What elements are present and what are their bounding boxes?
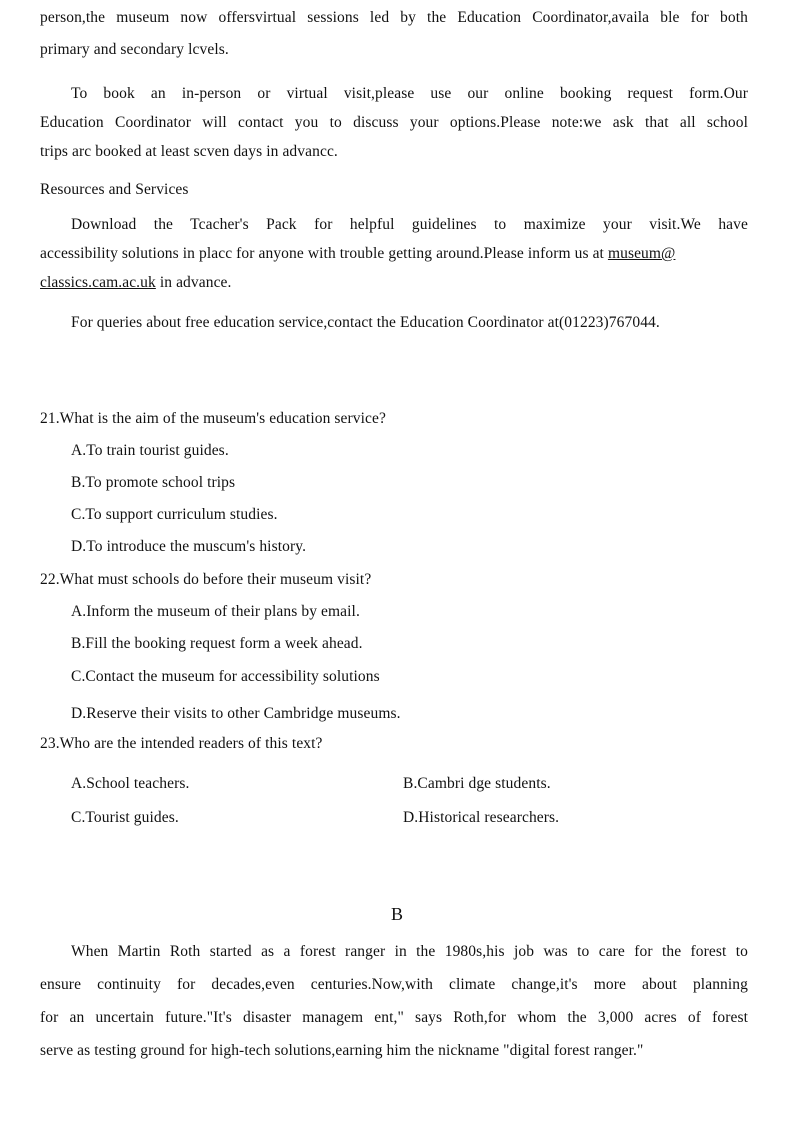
question-23-stem: 23.Who are the intended readers of this text? bbox=[40, 735, 323, 752]
passage-b-line1: When Martin Roth started as a forest ranger in the 1980s,his job was to care for the forest to bbox=[71, 943, 748, 960]
passage-a-p3-line2 bbox=[40, 245, 748, 263]
passage-a-p3-line2-text: accessibility solutions in placc for anyone with trouble getting around.Please inform us at bbox=[40, 245, 608, 262]
passage-a-p3-line3-text: in advance. bbox=[155, 274, 232, 291]
passage-a-p1-line2: primary and secondary lcvels. bbox=[40, 41, 229, 58]
question-21-option-d: D.To introduce the muscum's history. bbox=[71, 538, 307, 555]
passage-b-heading: B bbox=[390, 904, 403, 924]
passage-a-p4: For queries about free education service,contact the Education Coordinator at(01223)767044. bbox=[71, 314, 660, 331]
question-21-stem: 21.What is the aim of the museum's education service? bbox=[40, 410, 386, 427]
email-link-part1[interactable]: museum@ bbox=[607, 245, 676, 262]
question-22-option-c: C.Contact the museum for accessibility solutions bbox=[71, 668, 380, 685]
passage-a-p2-line1: To book an in-person or virtual visit,please use our online booking request form.Our bbox=[71, 85, 748, 102]
question-23-option-d: D.Historical researchers. bbox=[403, 809, 560, 826]
passage-b-line4: serve as testing ground for high-tech solutions,earning him the nickname "digital forest ranger." bbox=[40, 1042, 644, 1059]
passage-b-line2: ensure continuity for decades,even centuries.Now,with climate change,it's more about planning bbox=[40, 976, 748, 993]
email-link-part2[interactable]: classics.cam.ac.uk bbox=[40, 274, 156, 291]
question-23-option-a: A.School teachers. bbox=[71, 775, 190, 792]
question-22-option-d: D.Reserve their visits to other Cambridge museums. bbox=[71, 705, 401, 722]
question-21-option-a: A.To train tourist guides. bbox=[71, 442, 229, 459]
passage-a-p3-line3 bbox=[40, 274, 748, 292]
passage-a-p1-line1: person,the museum now offersvirtual sessions led by the Education Coordinator,availa ble for both bbox=[40, 9, 748, 26]
question-22-stem: 22.What must schools do before their museum visit? bbox=[40, 571, 372, 588]
question-22-option-b: B.Fill the booking request form a week ahead. bbox=[71, 635, 363, 652]
question-23-option-c: C.Tourist guides. bbox=[71, 809, 179, 826]
passage-a-p2-line3: trips arc booked at least scven days in advancc. bbox=[40, 143, 338, 160]
section-heading: Resources and Services bbox=[40, 181, 189, 198]
question-21-option-b: B.To promote school trips bbox=[71, 474, 236, 491]
question-21-option-c: C.To support curriculum studies. bbox=[71, 506, 278, 523]
question-23-option-b: B.Cambri dge students. bbox=[403, 775, 551, 792]
passage-a-p3-line1: Download the Tcacher's Pack for helpful guidelines to maximize your visit.We have bbox=[71, 216, 748, 233]
passage-a-p2-line2: Education Coordinator will contact you to discuss your options.Please note:we ask that all school bbox=[40, 114, 748, 131]
question-22-option-a: A.Inform the museum of their plans by email. bbox=[71, 603, 360, 620]
passage-b-line3: for an uncertain future."It's disaster managem ent," says Roth,for whom the 3,000 acres of forest bbox=[40, 1009, 748, 1026]
